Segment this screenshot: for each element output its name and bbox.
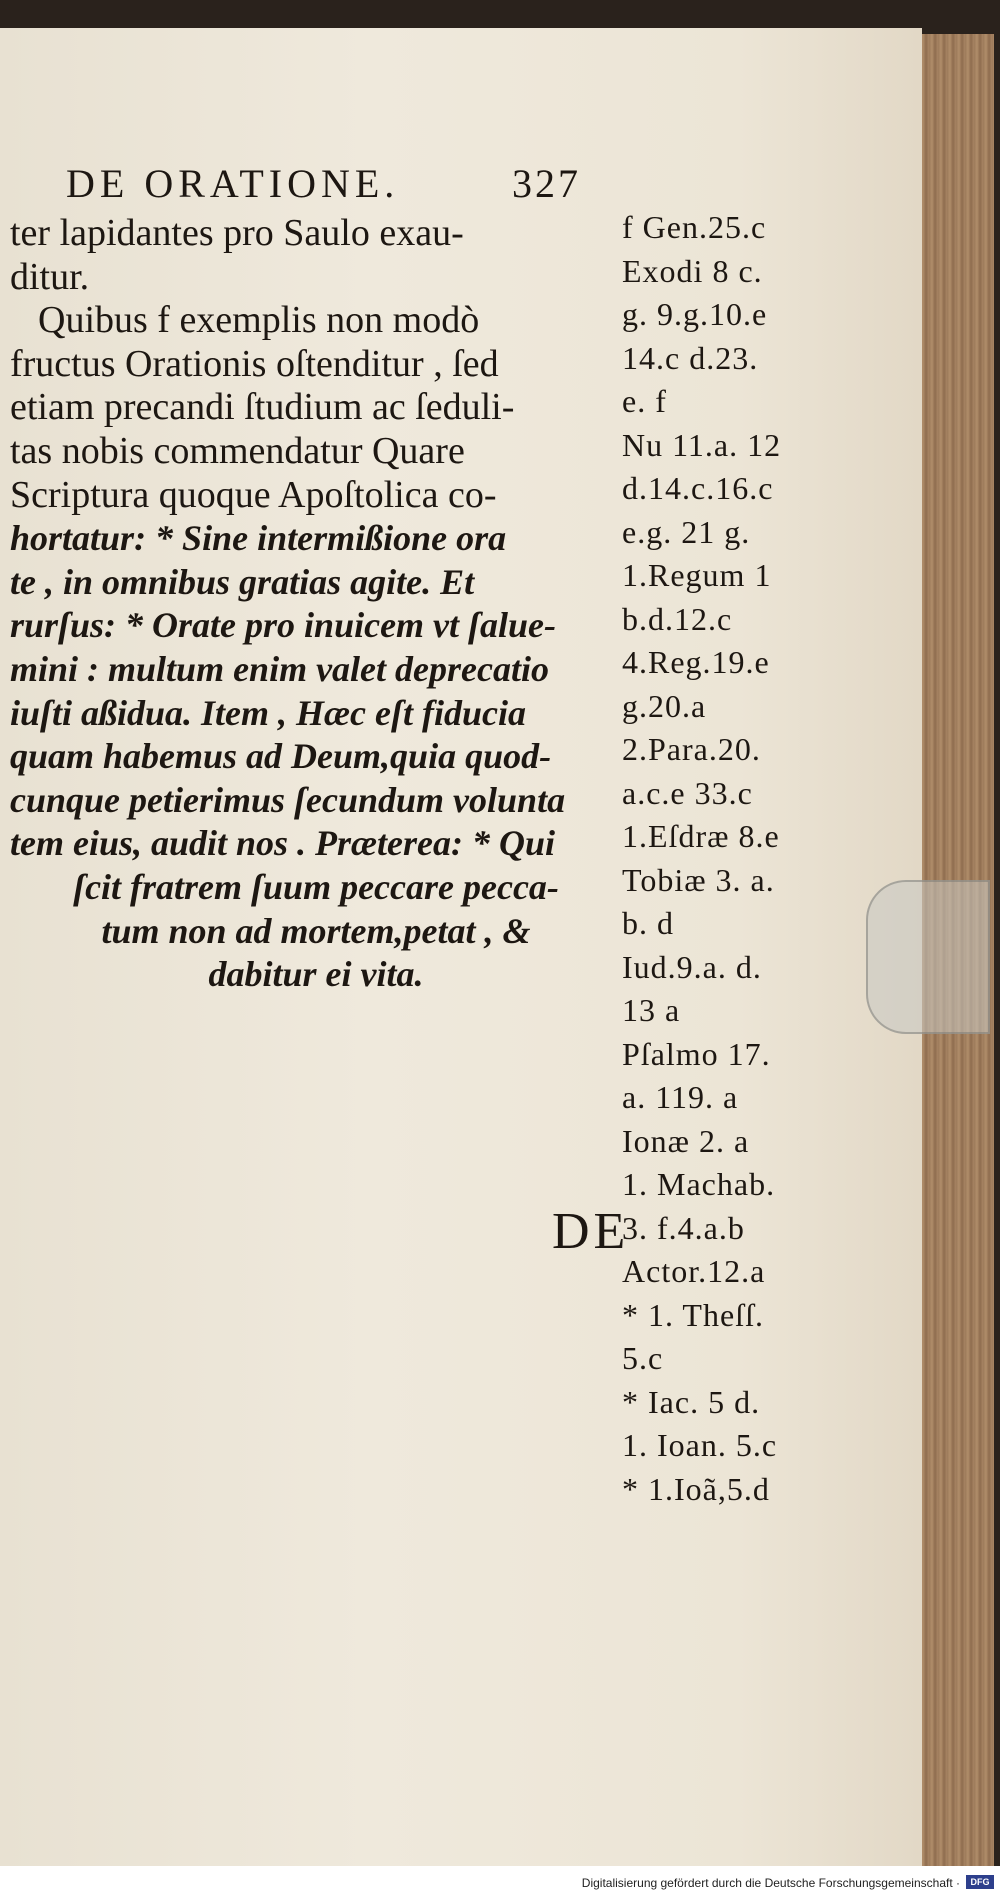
text-line: Quibus f exemplis non modò bbox=[38, 299, 480, 342]
margin-note: 5.c bbox=[622, 1340, 664, 1376]
margin-note: * Iac. 5 d. bbox=[622, 1383, 761, 1420]
margin-note: 1. Machab. bbox=[622, 1166, 776, 1202]
catchword: DE bbox=[552, 1203, 630, 1260]
margin-note: Iud.9.a. d. bbox=[622, 948, 762, 985]
margin-note: 13 a bbox=[622, 992, 681, 1028]
text-line: Scriptura quoque Apoſtolica co- bbox=[10, 473, 497, 516]
margin-note: * 1. Theſſ. bbox=[622, 1296, 764, 1333]
margin-note: e. f bbox=[622, 383, 667, 419]
margin-note: d.14.c.16.c bbox=[622, 470, 774, 506]
margin-notes bbox=[622, 206, 830, 1511]
running-header bbox=[66, 160, 606, 207]
text-line: ditur. bbox=[10, 255, 90, 298]
margin-note: 2.Para.20. bbox=[622, 731, 761, 767]
margin-note: 4.Reg.19.e bbox=[622, 644, 770, 680]
text-line: tem eius, audit nos . Præterea: * Qui bbox=[10, 823, 556, 864]
margin-note: a.c.e 33.c bbox=[622, 774, 753, 811]
dfg-logo-icon: DFG bbox=[966, 1875, 994, 1889]
margin-note: b.d.12.c bbox=[622, 600, 733, 637]
margin-note: Tobiæ 3. a. bbox=[622, 861, 775, 898]
footer-bar bbox=[0, 1866, 1000, 1900]
page-number: 327 bbox=[512, 161, 581, 206]
margin-note: Ionæ 2. a bbox=[622, 1122, 750, 1159]
text-line: mini : multum enim valet deprecatio bbox=[10, 648, 549, 689]
margin-note: g.20.a bbox=[622, 687, 707, 724]
text-line: tas nobis commendatur Quare bbox=[10, 429, 465, 472]
margin-note: e.g. 21 g. bbox=[622, 513, 751, 550]
text-line: fructus Orationis oſtenditur , ſed bbox=[10, 342, 499, 385]
margin-note: a. 119. a bbox=[622, 1079, 739, 1115]
text-line: cunque petierimus ſecundum volunta bbox=[10, 779, 566, 820]
margin-note: b. d bbox=[622, 905, 674, 941]
text-line: ſcit fratrem ſuum peccare pecca- bbox=[73, 866, 559, 907]
margin-note: 14.c d.23. bbox=[622, 339, 759, 376]
header-title: DE ORATIONE. bbox=[66, 161, 400, 206]
margin-note: 1.Regum 1 bbox=[622, 557, 772, 593]
text-line: rurſus: * Orate pro inuicem vt ſalue- bbox=[10, 605, 557, 646]
margin-note: g. 9.g.10.e bbox=[622, 296, 768, 332]
main-text-block bbox=[10, 212, 622, 997]
text-line: ter lapidantes pro Saulo exau- bbox=[10, 212, 464, 254]
margin-note: * 1.Ioã,5.d bbox=[622, 1470, 770, 1507]
text-line: hortatur: * Sine intermißione ora bbox=[10, 518, 507, 559]
margin-note: f Gen.25.c bbox=[622, 209, 767, 245]
margin-note: Nu 11.a. 12 bbox=[622, 426, 782, 463]
margin-note: 3. f.4.a.b bbox=[622, 1209, 745, 1246]
text-line: tum non ad mortem,petat , & bbox=[101, 910, 531, 951]
text-line: te , in omnibus gratias agite. Et bbox=[10, 561, 475, 602]
text-line: etiam precandi ſtudium ac ſeduli- bbox=[10, 386, 515, 429]
text-line: iuſti aßidua. Item , Hæc eſt fiducia bbox=[10, 692, 526, 733]
margin-note: 1.Eſdræ 8.e bbox=[622, 818, 780, 854]
footer-credit: Digitalisierung gefördert durch die Deutsche Forschungsgemeinschaft · bbox=[581, 1876, 960, 1890]
text-line: quam habemus ad Deum,quia quod- bbox=[10, 736, 552, 777]
margin-note: Actor.12.a bbox=[622, 1253, 766, 1289]
margin-note: Exodi 8 c. bbox=[622, 252, 763, 289]
text-line: dabitur ei vita. bbox=[208, 954, 424, 995]
margin-note: Pſalmo 17. bbox=[622, 1035, 771, 1072]
margin-note: 1. Ioan. 5.c bbox=[622, 1427, 778, 1463]
page-clip bbox=[866, 880, 990, 1034]
